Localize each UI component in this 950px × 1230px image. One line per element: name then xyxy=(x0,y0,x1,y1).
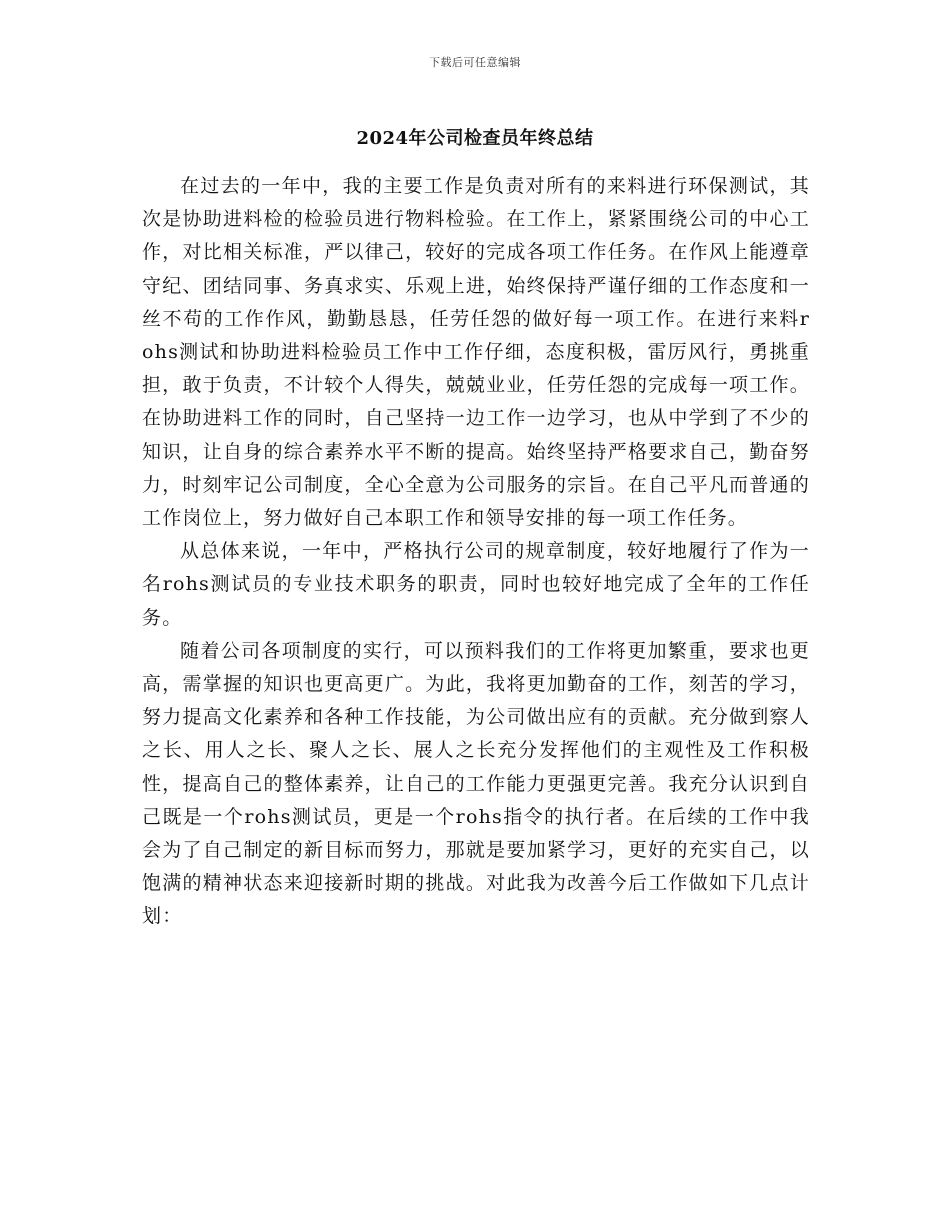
document-title: 2024年公司检查员年终总结 xyxy=(356,128,594,149)
header-note: 下载后可任意编辑 xyxy=(429,56,521,69)
paragraph-2: 从总体来说，一年中，严格执行公司的规章制度，较好地履行了作为一名rohs测试员的专业技术职务的职责，同时也较好地完成了全年的工作任务。 xyxy=(142,540,810,629)
document-body xyxy=(142,170,810,934)
paragraph-3: 随着公司各项制度的实行，可以预料我们的工作将更加繁重，要求也更高，需掌握的知识也更高更广。为此，我将更加勤奋的工作，刻苦的学习，努力提高文化素养和各种工作技能，为公司做出应有的贡献。充分做到察人之长、用人之长、聚人之长、展人之长充分发挥他们的主观性及工作积极性，提高自己的整体素养，让自己的工作能力更强更完善。我充分认识到自己既是一个rohs测试员，更是一个rohs指令的执行者。在后续的工作中我会为了自己制定的新目标而努力，那就是要加紧学习，更好的充实自己，以饱满的精神状态来迎接新时期的挑战。对此我为改善今后工作做如下几点计划： xyxy=(142,639,810,928)
paragraph-1: 在过去的一年中，我的主要工作是负责对所有的来料进行环保测试，其次是协助进料检的检验员进行物料检验。在工作上，紧紧围绕公司的中心工作，对比相关标准，严以律己，较好的完成各项工作任务。在作风上能遵章守纪、团结同事、务真求实、乐观上进，始终保持严谨仔细的工作态度和一丝不苟的工作作风，勤勤恳恳，任劳任怨的做好每一项工作。在进行来料rohs测试和协助进料检验员工作中工作仔细，态度积极，雷厉风行，勇挑重担，敢于负责，不计较个人得失，兢兢业业，任劳任怨的完成每一项工作。在协助进料工作的同时，自己坚持一边工作一边学习，也从中学到了不少的知识，让自身的综合素养水平不断的提高。始终坚持严格要求自己，勤奋努力，时刻牢记公司制度，全心全意为公司服务的宗旨。在自己平凡而普通的工作岗位上，努力做好自己本职工作和领导安排的每一项工作任务。 xyxy=(142,175,810,530)
